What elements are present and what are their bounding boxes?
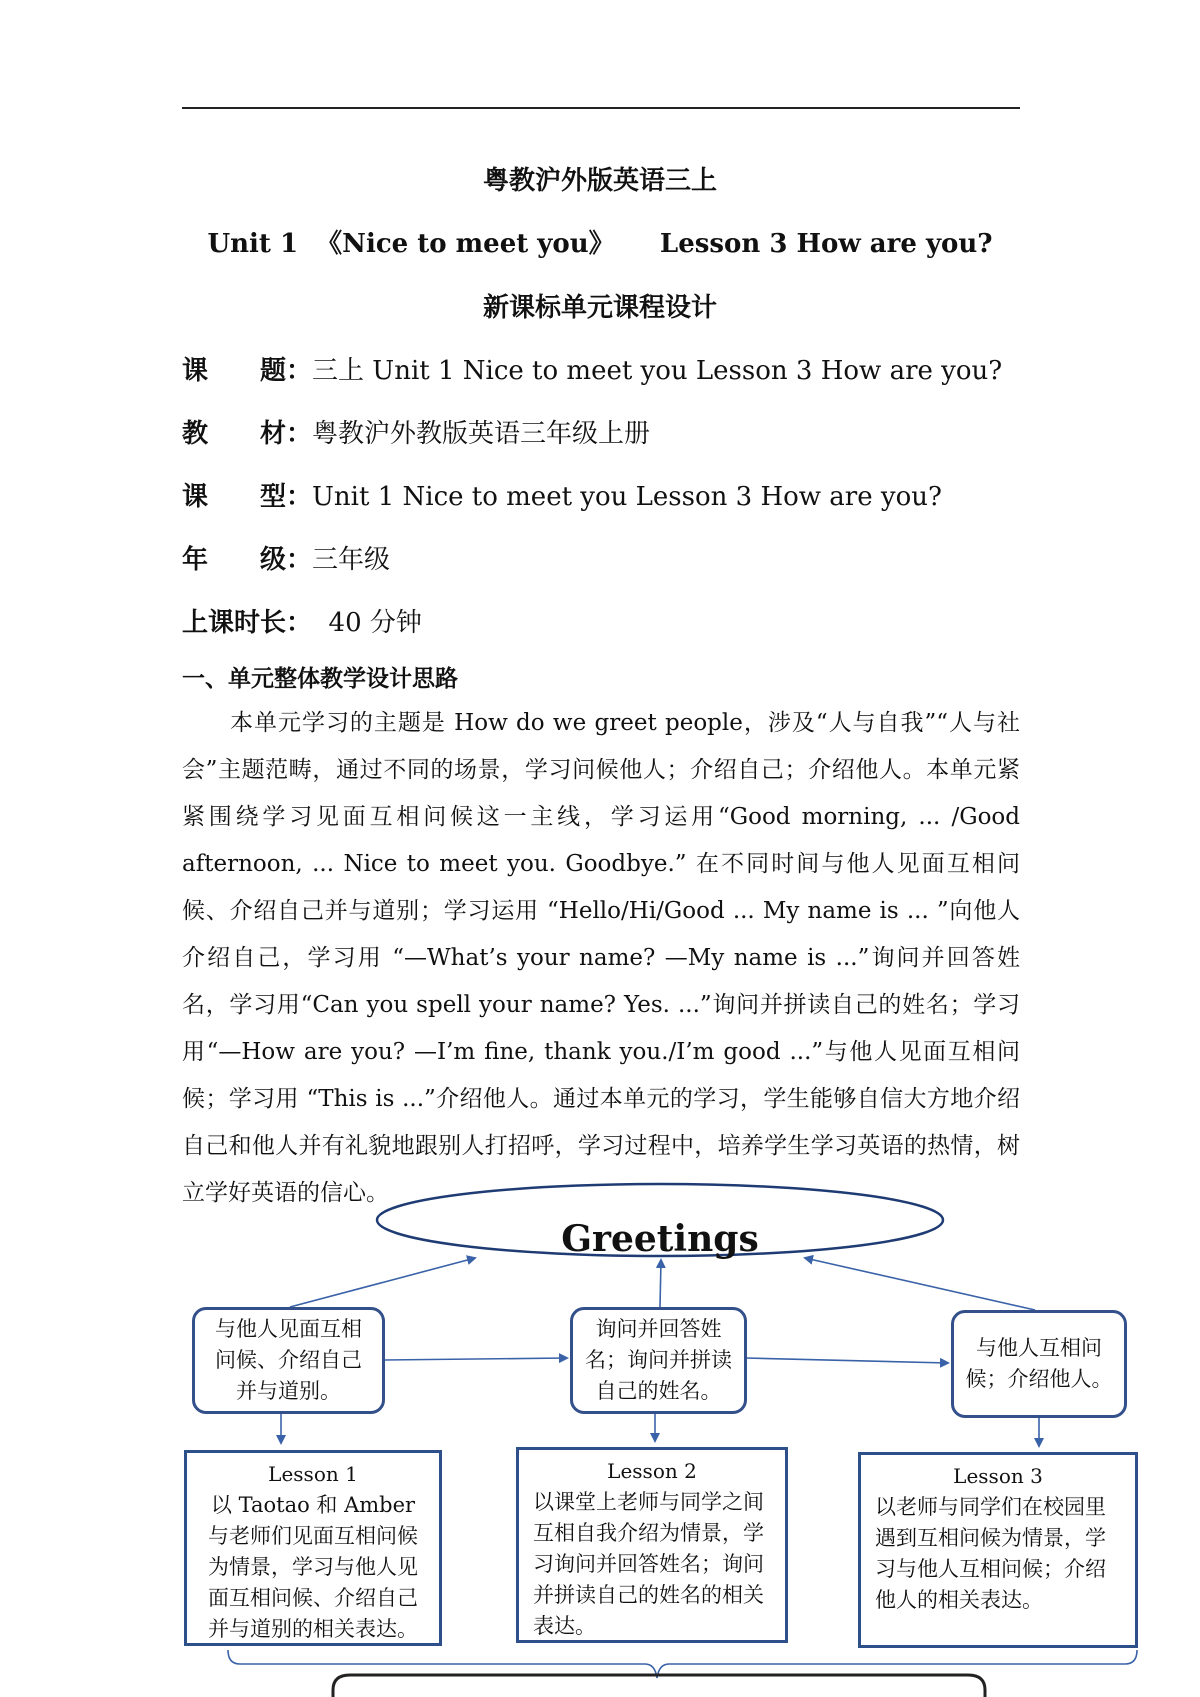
lesson-body: 以老师与同学们在校园里遇到互相问候为情景，学习与他人互相问候；介绍他人的相关表达。 — [875, 1495, 1106, 1612]
goal-box-1 — [192, 1307, 385, 1414]
meta-value: 三年级 — [312, 545, 391, 575]
unit-title — [0, 223, 1200, 260]
meta-key: 年 级： — [182, 545, 313, 575]
header-rule — [182, 107, 1020, 109]
meta-value: 三上 Unit 1 Nice to meet you Lesson 3 How are you? — [312, 356, 1003, 386]
meta-value: Unit 1 Nice to meet you Lesson 3 How are you? — [312, 482, 942, 512]
design-title: 新课标单元课程设计 — [482, 293, 717, 323]
goal-text: 与他人见面互相问候、介绍自己并与道别。 — [215, 1317, 362, 1403]
goal-box-2 — [570, 1307, 747, 1414]
lesson-name: Lesson 3 How are you? — [659, 229, 993, 259]
lesson-title: Lesson 2 — [607, 1459, 697, 1483]
meta-topic — [182, 350, 1002, 387]
lesson-box-2 — [516, 1447, 788, 1643]
meta-value: 40 分钟 — [328, 608, 422, 638]
meta-key: 教 材： — [182, 419, 313, 449]
lesson-body: 以 Taotao 和 Amber 与老师们见面互相问候为情景，学习与他人见面互相问候、介绍自己并与道别的相关表达。 — [208, 1493, 418, 1641]
meta-value: 粤教沪外教版英语三年级上册 — [312, 419, 651, 449]
unit-number: Unit 1 — [207, 229, 299, 259]
paragraph-text: 本单元学习的主题是 How do we greet people，涉及“人与自我”“人与社会”主题范畴，通过不同的场景，学习问候他人；介绍自己；介绍他人。本单元紧紧围绕学习见面互相问候这一主线，学习运用“Good morning, ... /Good afternoon, ... Nice to meet you. Goodbye.” 在不同时间与他人见面互相问候、介绍自己并与道别；学习运用 “Hello/Hi/Good ... My name is ... ”向他人介绍自己，学习用 “—What’s your name? —My name is ...”询问并回答姓名，学习用“Can you spell your name? Yes. ...”询问并拼读自己的姓名；学习用“—How are you? —I’m fine, thank you./I’m good ...”与他人见面互相问候；学习用 “This is ...”介绍他人。通过本单元的学习，学生能够自信大方地介绍自己和他人并有礼貌地跟别人打招呼，学习过程中，培养学生学习英语的热情，树立学好英语的信心。 — [182, 710, 1020, 1206]
unit-name: 《Nice to meet you》 — [316, 229, 615, 259]
goal-text: 与他人互相问候；介绍他人。 — [965, 1336, 1113, 1391]
goal-text: 询问并回答姓名；询问并拼读自己的姓名。 — [585, 1317, 732, 1403]
arrow-goal1-center — [290, 1258, 475, 1307]
lesson-title: Lesson 3 — [953, 1464, 1043, 1488]
lesson-box-1 — [184, 1450, 442, 1646]
goal-box-3 — [951, 1310, 1127, 1418]
greetings-label: Greetings — [561, 1218, 759, 1260]
arrow-goal3-center — [805, 1258, 1035, 1310]
lesson-body: 以课堂上老师与同学之间互相自我介绍为情景，学习询问并回答姓名；询问并拼读自己的姓名的相关表达。 — [533, 1490, 764, 1638]
arrow-goal2-center — [660, 1260, 661, 1307]
arrow-goal2-goal3 — [746, 1358, 948, 1363]
bottom-box-edge — [333, 1675, 985, 1697]
section-paragraph — [182, 700, 1020, 1217]
meta-duration — [182, 602, 422, 639]
meta-key: 课 题： — [182, 356, 313, 386]
meta-key: 上课时长： — [182, 608, 313, 638]
meta-type — [182, 476, 942, 513]
lesson-box-3 — [858, 1452, 1138, 1648]
meta-textbook — [182, 413, 650, 450]
arrow-goal1-goal2 — [384, 1358, 567, 1360]
meta-grade — [182, 539, 390, 576]
unit-diagram — [0, 1170, 1200, 1697]
lesson-title: Lesson 1 — [268, 1462, 358, 1486]
section-heading: 一、单元整体教学设计思路 — [182, 665, 458, 692]
meta-key: 课 型： — [182, 482, 313, 512]
book-title: 粤教沪外版英语三上 — [482, 166, 717, 196]
